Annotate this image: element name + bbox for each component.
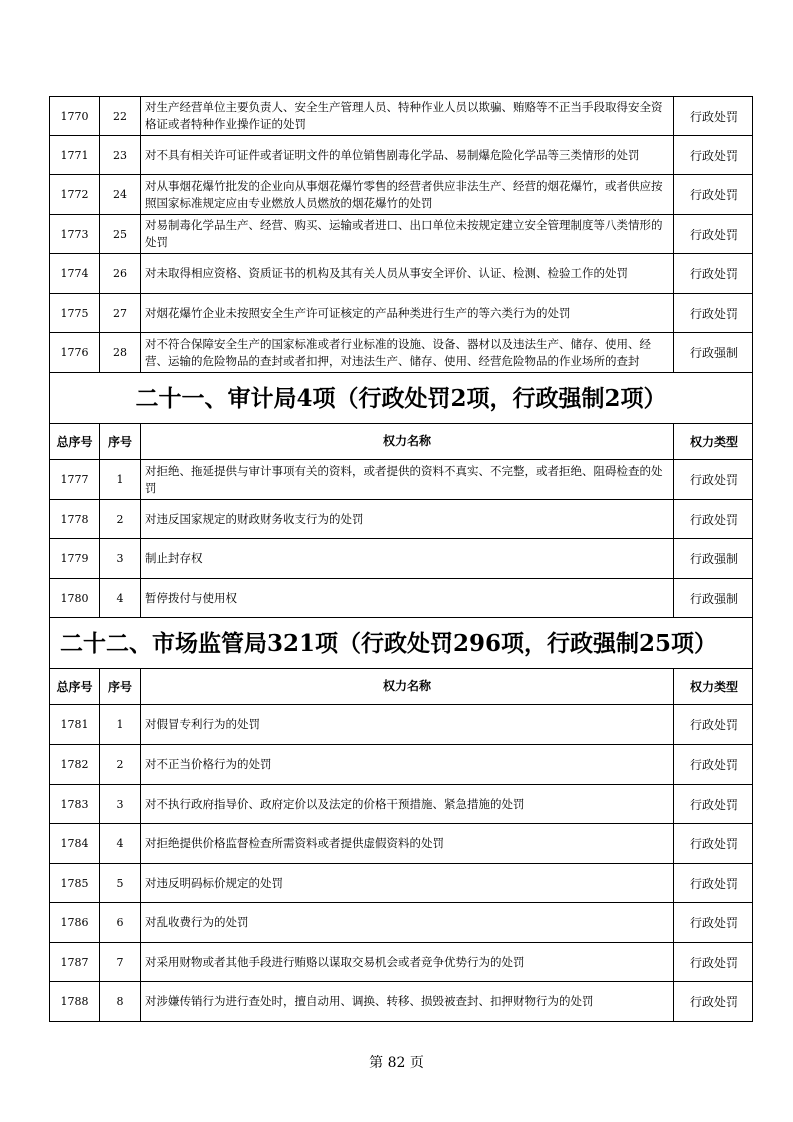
total-index-cell: 1787: [50, 943, 100, 981]
power-type-cell: 行政处罚: [689, 306, 738, 321]
sequence-cell: 26: [100, 254, 141, 293]
total-index-cell: 1784: [50, 824, 100, 863]
power-type-cell: 行政处罚: [689, 188, 738, 202]
sequence-cell: 1: [100, 705, 141, 744]
power-name-text: 对不正当价格行为的处罚: [145, 757, 272, 771]
power-name-cell: [141, 903, 674, 942]
total-index-cell: 1775: [50, 294, 100, 332]
sequence-cell: 7: [100, 943, 141, 981]
power-name-text: 对不符合保障安全生产的国家标准或者行业标准的设施、设备、器材以及违法生产、储存、使用、经营、运输的危险物品的查封或者扣押，对违法生产、储存、使用、经营危险物品的作业场所的查封: [145, 337, 651, 368]
sequence-cell: 27: [100, 294, 141, 332]
sequence-cell: 22: [100, 97, 141, 135]
total-index-cell: 1781: [50, 705, 100, 744]
power-name-text: 对乱收费行为的处罚: [145, 915, 249, 929]
power-name-cell: [141, 943, 674, 981]
section-title-market-supervision-bureau: 二十二、市场监管局321项（行政处罚296项，行政强制25项）: [49, 618, 753, 669]
total-index-cell: 1783: [50, 785, 100, 823]
power-name-text: 对假冒专利行为的处罚: [145, 717, 260, 731]
power-name-cell: [141, 982, 674, 1021]
sequence-cell: 1: [100, 460, 141, 499]
power-name-cell: [141, 785, 674, 823]
power-name-text: 对涉嫌传销行为进行查处时，擅自动用、调换、转移、损毁被查封、扣押财物行为的处罚: [145, 994, 594, 1008]
power-type-cell: 行政处罚: [689, 955, 738, 970]
power-name-text: 对易制毒化学品生产、经营、购买、运输或者进口、出口单位未按规定建立安全管理制度等八类情形的处罚: [145, 218, 663, 249]
table-row: [49, 579, 753, 618]
table-row: [49, 824, 753, 864]
power-name-cell: [141, 254, 674, 293]
page-number: 第 82 页: [369, 1055, 424, 1071]
power-name-cell: [141, 824, 674, 863]
table-row: [49, 943, 753, 982]
power-name-cell: [141, 460, 674, 499]
table-row: [49, 705, 753, 745]
power-name-text: 对生产经营单位主要负责人、安全生产管理人员、特种作业人员以欺骗、贿赂等不正当手段取得安全资格证或者特种作业操作证的处罚: [145, 100, 663, 131]
header-sequence: 序号: [100, 669, 141, 704]
power-name-text: 对烟花爆竹企业未按照安全生产许可证核定的产品种类进行生产的等六类行为的处罚: [145, 305, 571, 320]
table-row: [49, 982, 753, 1022]
power-name-text: 暂停拨付与使用权: [145, 590, 237, 605]
total-index-cell: 1776: [50, 333, 100, 372]
header-total-index: 总序号: [50, 424, 100, 459]
power-name-cell: [141, 136, 674, 174]
power-name-cell: [141, 539, 674, 578]
sequence-cell: 23: [100, 136, 141, 174]
power-type-cell: 行政处罚: [689, 227, 738, 242]
sequence-cell: 24: [100, 175, 141, 214]
table-row: [49, 785, 753, 824]
sequence-cell: 3: [100, 539, 141, 578]
power-name-text: 对违反国家规定的财政财务收支行为的处罚: [145, 511, 364, 526]
power-name-text: 对不执行政府指导价、政府定价以及法定的价格干预措施、紧急措施的处罚: [145, 796, 525, 811]
total-index-cell: 1785: [50, 864, 100, 902]
table-row: [49, 500, 753, 539]
power-name-text: 制止封存权: [145, 551, 203, 565]
power-name-cell: [141, 864, 674, 902]
power-name-cell: [141, 579, 674, 617]
table-row: [49, 175, 753, 215]
power-type-cell: 行政处罚: [689, 995, 738, 1009]
power-type-cell: 行政处罚: [689, 148, 738, 163]
sequence-cell: 8: [100, 982, 141, 1021]
power-type-cell: 行政处罚: [689, 267, 738, 281]
table-row: [49, 903, 753, 943]
power-type-cell: 行政处罚: [689, 876, 738, 891]
powers-table: [49, 96, 753, 1022]
sequence-cell: 5: [100, 864, 141, 902]
power-name-text: 对采用财物或者其他手段进行贿赂以谋取交易机会或者竞争优势行为的处罚: [145, 954, 525, 969]
total-index-cell: 1780: [50, 579, 100, 617]
sequence-cell: 6: [100, 903, 141, 942]
power-type-cell: 行政处罚: [689, 512, 738, 527]
power-name-cell: [141, 97, 674, 135]
power-name-text: 对未取得相应资格、资质证书的机构及其有关人员从事安全评价、认证、检测、检验工作的处罚: [145, 266, 628, 280]
table-row: [49, 254, 753, 294]
power-type-cell: 行政处罚: [689, 758, 738, 772]
table-row: [49, 333, 753, 373]
table-row: [49, 215, 753, 254]
total-index-cell: 1771: [50, 136, 100, 174]
power-type-cell: 行政强制: [689, 591, 738, 606]
power-name-text: 对违反明码标价规定的处罚: [145, 875, 283, 890]
table-row: [49, 96, 753, 136]
power-name-text: 对拒绝提供价格监督检查所需资料或者提供虚假资料的处罚: [145, 836, 444, 850]
power-name-cell: [141, 175, 674, 214]
total-index-cell: 1772: [50, 175, 100, 214]
table-row: [49, 745, 753, 785]
table-row: [49, 294, 753, 333]
header-total-index: 总序号: [50, 669, 100, 704]
table-row: [49, 460, 753, 500]
sequence-cell: 2: [100, 745, 141, 784]
power-name-cell: [141, 500, 674, 538]
sequence-cell: 25: [100, 215, 141, 253]
power-type-cell: 行政处罚: [689, 473, 738, 487]
header-power-type: 权力类型: [689, 680, 738, 694]
power-type-cell: 行政处罚: [689, 718, 738, 732]
sequence-cell: 2: [100, 500, 141, 538]
table-header-row: [49, 424, 753, 460]
power-name-text: 对拒绝、拖延提供与审计事项有关的资料，或者提供的资料不真实、不完整，或者拒绝、阻碍检查的处罚: [145, 463, 663, 495]
header-sequence: 序号: [100, 424, 141, 459]
total-index-cell: 1786: [50, 903, 100, 942]
power-name-cell: [141, 745, 674, 784]
power-type-cell: 行政处罚: [689, 916, 738, 930]
total-index-cell: 1782: [50, 745, 100, 784]
total-index-cell: 1773: [50, 215, 100, 253]
total-index-cell: 1774: [50, 254, 100, 293]
section-title-audit-bureau: 二十一、审计局4项（行政处罚2项，行政强制2项）: [49, 373, 753, 424]
total-index-cell: 1770: [50, 97, 100, 135]
total-index-cell: 1778: [50, 500, 100, 538]
power-name-cell: [141, 294, 674, 332]
power-name-text: 对不具有相关许可证件或者证明文件的单位销售剧毒化学品、易制爆危险化学品等三类情形的处罚: [145, 147, 640, 162]
table-row: [49, 136, 753, 175]
total-index-cell: 1779: [50, 539, 100, 578]
total-index-cell: 1788: [50, 982, 100, 1021]
total-index-cell: 1777: [50, 460, 100, 499]
sequence-cell: 4: [100, 824, 141, 863]
header-power-name: 权力名称: [141, 424, 674, 459]
header-power-type: 权力类型: [689, 435, 738, 449]
power-type-cell: 行政处罚: [689, 109, 738, 124]
power-name-cell: [141, 705, 674, 744]
power-name-cell: [141, 333, 674, 372]
table-header-row: [49, 669, 753, 705]
table-row: [49, 864, 753, 903]
sequence-cell: 3: [100, 785, 141, 823]
power-type-cell: 行政处罚: [689, 797, 738, 812]
power-type-cell: 行政处罚: [689, 837, 738, 851]
power-type-cell: 行政强制: [689, 346, 738, 360]
table-row: [49, 539, 753, 579]
header-power-name: 权力名称: [141, 669, 674, 704]
power-type-cell: 行政强制: [689, 552, 738, 566]
sequence-cell: 4: [100, 579, 141, 617]
power-name-text: 对从事烟花爆竹批发的企业向从事烟花爆竹零售的经营者供应非法生产、经营的烟花爆竹，或者供应按照国家标准规定应由专业燃放人员燃放的烟花爆竹的处罚: [145, 178, 663, 210]
sequence-cell: 28: [100, 333, 141, 372]
power-name-cell: [141, 215, 674, 253]
